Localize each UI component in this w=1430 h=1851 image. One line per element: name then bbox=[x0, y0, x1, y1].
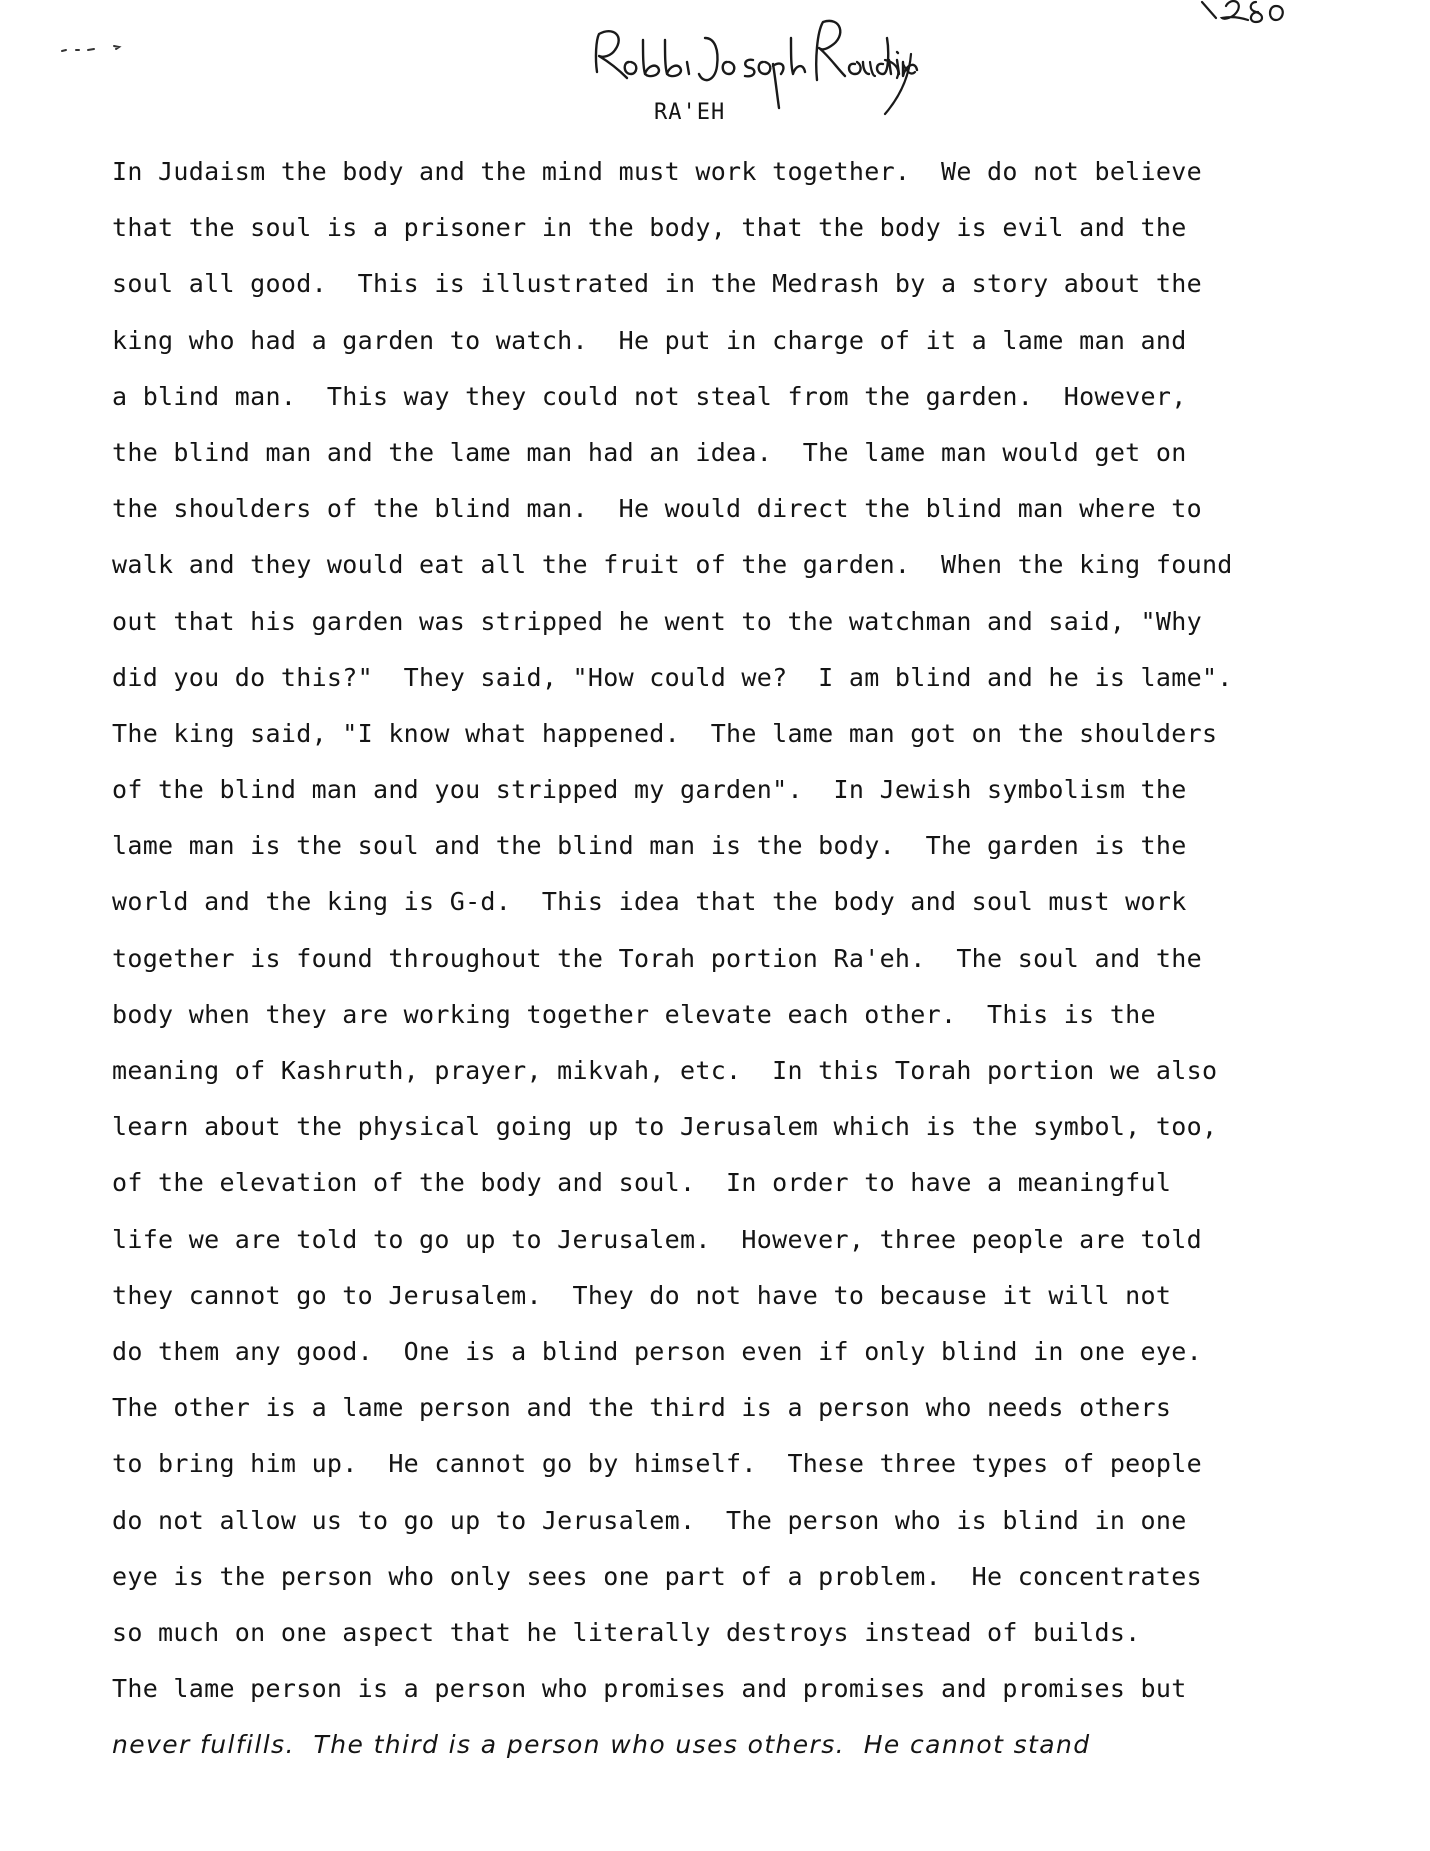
text-line: a blind man. This way they could not steal from the garden. However, bbox=[112, 381, 1187, 411]
text-line: body when they are working together elevate each other. This is the bbox=[112, 999, 1156, 1029]
text-line: In Judaism the body and the mind must work together. We do not believe bbox=[112, 157, 1202, 186]
handwritten-author-signature bbox=[585, 10, 925, 120]
scan-speck-marks bbox=[60, 42, 150, 56]
text-line: life we are told to go up to Jerusalem. However, three people are told bbox=[112, 1224, 1202, 1254]
text-line: out that his garden was stripped he went to the watchman and said, "Why bbox=[112, 606, 1202, 636]
text-line: lame man is the soul and the blind man is the body. The garden is the bbox=[112, 831, 1187, 861]
text-line: The lame person is a person who promises and promises and promises but bbox=[112, 1674, 1187, 1704]
handwritten-page-number bbox=[1190, 0, 1300, 27]
text-line: do them any good. One is a blind person even if only blind in one eye. bbox=[112, 1336, 1202, 1366]
text-line: learn about the physical going up to Jerusalem which is the symbol, too, bbox=[112, 1112, 1218, 1142]
text-line: never fulfills. The third is a person who uses others. He cannot stand bbox=[112, 1730, 1091, 1760]
text-line: The king said, "I know what happened. The lame man got on the shoulders bbox=[112, 718, 1218, 748]
text-line: do not allow us to go up to Jerusalem. The person who is blind in one bbox=[112, 1505, 1187, 1535]
text-line: the blind man and the lame man had an idea. The lame man would get on bbox=[112, 437, 1187, 467]
text-line: walk and they would eat all the fruit of the garden. When the king found bbox=[112, 550, 1233, 580]
text-line: The other is a lame person and the third is a person who needs others bbox=[112, 1393, 1172, 1423]
text-line: of the blind man and you stripped my garden". In Jewish symbolism the bbox=[112, 775, 1187, 805]
text-line: to bring him up. He cannot go by himself. These three types of people bbox=[112, 1449, 1202, 1479]
text-line: meaning of Kashruth, prayer, mikvah, etc. In this Torah portion we also bbox=[112, 1056, 1218, 1085]
text-line: the shoulders of the blind man. He would direct the blind man where to bbox=[112, 494, 1202, 524]
text-line: king who had a garden to watch. He put in charge of it a lame man and bbox=[112, 325, 1187, 355]
text-line: they cannot go to Jerusalem. They do not have to because it will not bbox=[112, 1280, 1172, 1310]
text-line: together is found throughout the Torah portion Ra'eh. The soul and the bbox=[112, 943, 1202, 973]
text-line: did you do this?" They said, "How could we? I am blind and he is lame". bbox=[112, 662, 1233, 692]
page-title: RA'EH bbox=[654, 100, 726, 125]
text-line: eye is the person who only sees one part of a problem. He concentrates bbox=[112, 1561, 1202, 1591]
text-line: world and the king is G-d. This idea that the body and soul must work bbox=[112, 887, 1187, 917]
text-line: soul all good. This is illustrated in the Medrash by a story about the bbox=[112, 269, 1202, 299]
body-text bbox=[112, 144, 1402, 1773]
text-line: that the soul is a prisoner in the body, that the body is evil and the bbox=[112, 213, 1187, 243]
text-line: so much on one aspect that he literally destroys instead of builds. bbox=[112, 1617, 1141, 1647]
text-line: of the elevation of the body and soul. In order to have a meaningful bbox=[112, 1168, 1172, 1198]
